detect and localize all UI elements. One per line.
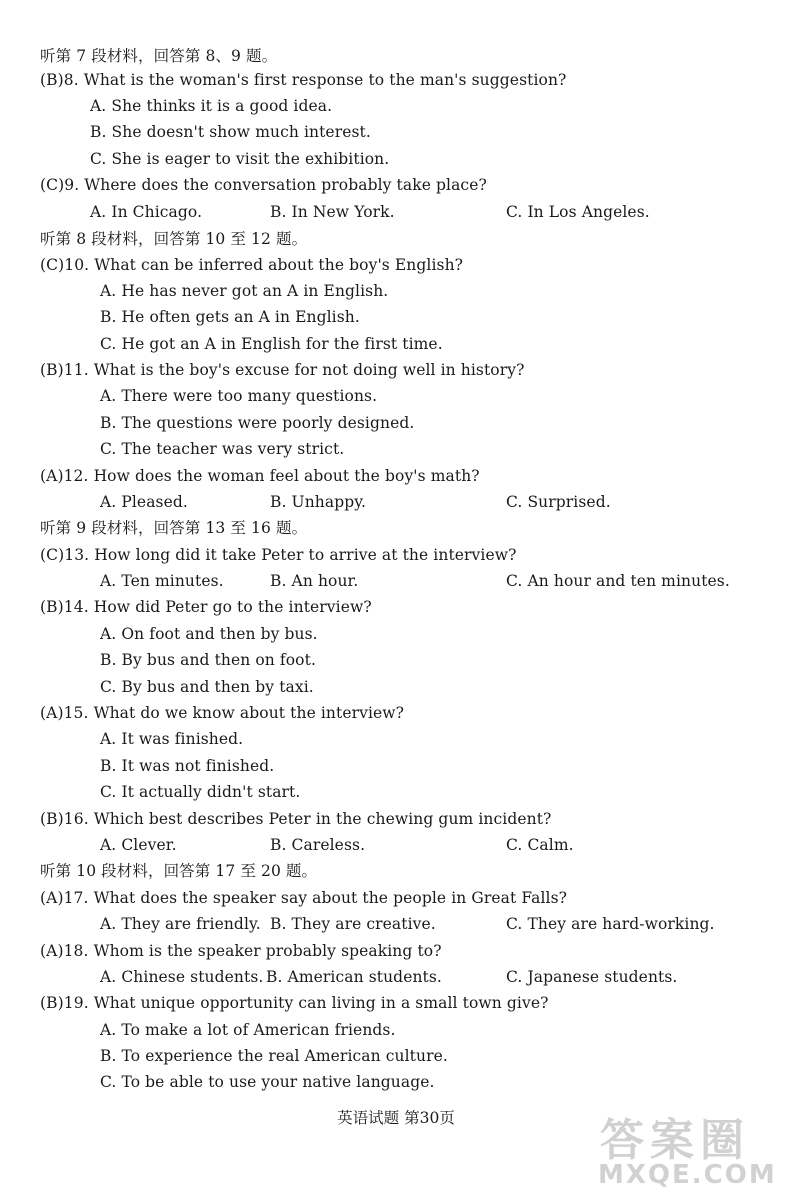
question-15-option-b: B. It was not finished. [100, 757, 275, 775]
question-11-stem: (B)11. What is the boy's excuse for not doing well in history? [40, 361, 525, 379]
watermark-title: 答案圈 [600, 1115, 750, 1166]
question-11-option-b: B. The questions were poorly designed. [100, 414, 415, 432]
question-17-option-c: C. They are hard-working. [506, 915, 715, 933]
question-16-option-a: A. Clever. [100, 836, 177, 854]
question-10-option-c: C. He got an A in English for the first time. [100, 335, 443, 353]
question-19-option-c: C. To be able to use your native language. [100, 1073, 435, 1091]
question-9-option-c: C. In Los Angeles. [506, 203, 650, 221]
question-19-option-b: B. To experience the real American culture. [100, 1047, 448, 1065]
question-9-stem: (C)9. Where does the conversation probably take place? [40, 176, 487, 194]
question-8-option-c: C. She is eager to visit the exhibition. [90, 150, 390, 168]
question-19-option-a: A. To make a lot of American friends. [100, 1021, 396, 1039]
question-13-stem: (C)13. How long did it take Peter to arrive at the interview? [40, 546, 517, 564]
question-9-option-a: A. In Chicago. [90, 203, 203, 221]
question-19-stem: (B)19. What unique opportunity can living in a small town give? [40, 994, 549, 1012]
question-13-option-b: B. An hour. [270, 572, 359, 590]
question-13-option-c: C. An hour and ten minutes. [506, 572, 730, 590]
question-16-option-b: B. Careless. [270, 836, 366, 854]
question-15-option-a: A. It was finished. [100, 730, 244, 748]
question-12-option-c: C. Surprised. [506, 493, 611, 511]
question-10-option-b: B. He often gets an A in English. [100, 308, 360, 326]
question-18-stem: (A)18. Whom is the speaker probably speaking to? [40, 942, 442, 960]
question-12-option-a: A. Pleased. [100, 493, 188, 511]
question-14-option-b: B. By bus and then on foot. [100, 651, 316, 669]
question-10-option-a: A. He has never got an A in English. [100, 282, 389, 300]
section-header-9: 听第 9 段材料，回答第 13 至 16 题。 [40, 519, 308, 537]
question-17-stem: (A)17. What does the speaker say about the people in Great Falls? [40, 889, 568, 907]
question-14-option-c: C. By bus and then by taxi. [100, 678, 314, 696]
question-15-stem: (A)15. What do we know about the interview? [40, 704, 405, 722]
section-header-10: 听第 10 段材料，回答第 17 至 20 题。 [40, 862, 318, 880]
question-8-stem: (B)8. What is the woman's first response to the man's suggestion? [40, 71, 567, 89]
question-12-stem: (A)12. How does the woman feel about the boy's math? [40, 467, 480, 485]
question-8-option-a: A. She thinks it is a good idea. [90, 97, 333, 115]
question-17-option-b: B. They are creative. [270, 915, 436, 933]
question-15-option-c: C. It actually didn't start. [100, 783, 301, 801]
question-9-option-b: B. In New York. [270, 203, 395, 221]
watermark-domain: MXQE.COM [598, 1160, 777, 1190]
question-17-option-a: A. They are friendly. [100, 915, 261, 933]
question-16-option-c: C. Calm. [506, 836, 574, 854]
question-14-option-a: A. On foot and then by bus. [100, 625, 318, 643]
question-8-option-b: B. She doesn't show much interest. [90, 123, 371, 141]
question-18-option-b: B. American students. [266, 968, 442, 986]
section-header-8: 听第 8 段材料，回答第 10 至 12 题。 [40, 230, 308, 248]
question-11-option-a: A. There were too many questions. [100, 387, 378, 405]
question-13-option-a: A. Ten minutes. [100, 572, 224, 590]
question-11-option-c: C. The teacher was very strict. [100, 440, 345, 458]
question-10-stem: (C)10. What can be inferred about the boy's English? [40, 256, 464, 274]
question-16-stem: (B)16. Which best describes Peter in the chewing gum incident? [40, 810, 552, 828]
question-12-option-b: B. Unhappy. [270, 493, 367, 511]
page-footer: 英语试题 第30页 [337, 1109, 455, 1127]
question-18-option-c: C. Japanese students. [506, 968, 678, 986]
question-14-stem: (B)14. How did Peter go to the interview? [40, 598, 372, 616]
section-header-7: 听第 7 段材料，回答第 8、9 题。 [40, 47, 278, 65]
question-18-option-a: A. Chinese students. [100, 968, 264, 986]
